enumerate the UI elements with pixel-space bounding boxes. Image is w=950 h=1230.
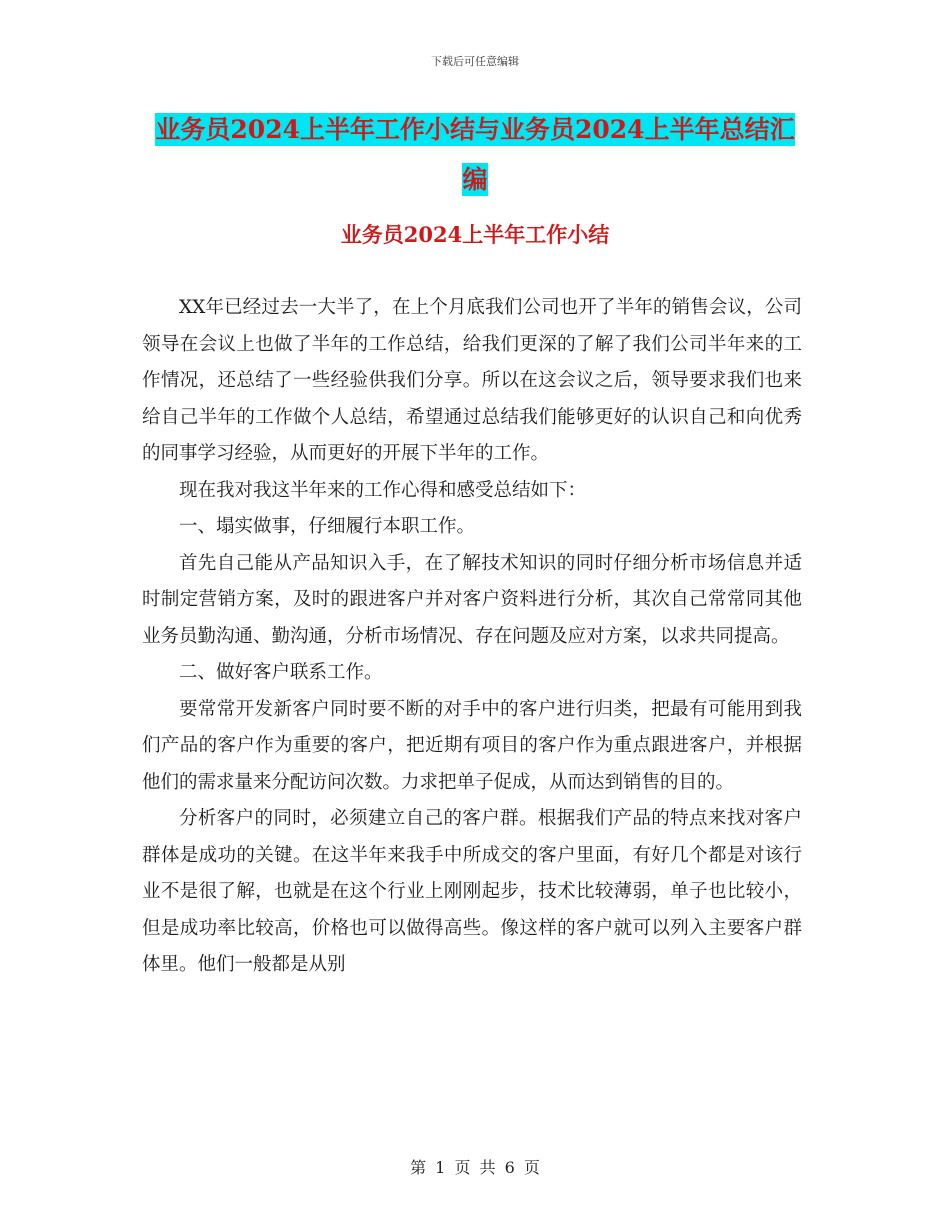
page-footer: 第 1 页 共 6 页 [410,1158,540,1177]
paragraph: XX年已经过去一大半了，在上个月底我们公司也开了半年的销售会议，公司领导在会议上也做了半年的工作总结，给我们更深的了解了我们公司半年来的工作情况，还总结了一些经验供我们分享。所以在这会议之后，领导要求我们也来给自己半年的工作做个人总结，希望通过总结我们能够更好的认识自己和向优秀的同事学习经验，从而更好的开展下半年的工作。 [142,297,802,464]
document-title-text: 业务员2024上半年工作小结与业务员2024上半年总结汇编 [155,115,795,194]
section-title: 业务员2024上半年工作小结 [340,222,610,247]
paragraph: 首先自己能从产品知识入手，在了解技术知识的同时仔细分析市场信息并适时制定营销方案，及时的跟进客户并对客户资料进行分析，其次自己常常同其他业务员勤沟通、勤沟通，分析市场情况、存在问题及应对方案，以求共同提高。 [142,552,802,647]
paragraph-heading: 一、塌实做事，仔细履行本职工作。 [179,516,476,537]
document-title [150,105,800,205]
document-body [142,290,802,984]
paragraph: 要常常开发新客户同时要不断的对手中的客户进行归类，把最有可能用到我们产品的客户作为重要的客户，把近期有项目的客户作为重点跟进客户，并根据他们的需求量来分配访问次数。力求把单子促成，从而达到销售的目的。 [142,698,802,793]
paragraph-heading: 二、做好客户联系工作。 [179,662,383,683]
paragraph: 现在我对我这半年来的工作心得和感受总结如下： [179,479,587,501]
header-note: 下载后可任意编辑 [431,55,519,68]
paragraph: 分析客户的同时，必须建立自己的客户群。根据我们产品的特点来找对客户群体是成功的关键。在这半年来我手中所成交的客户里面，有好几个都是对该行业不是很了解，也就是在这个行业上刚刚起步，技术比较薄弱，单子也比较小，但是成功率比较高，价格也可以做得高些。像这样的客户就可以列入主要客户群体里。他们一般都是从别 [142,808,802,975]
